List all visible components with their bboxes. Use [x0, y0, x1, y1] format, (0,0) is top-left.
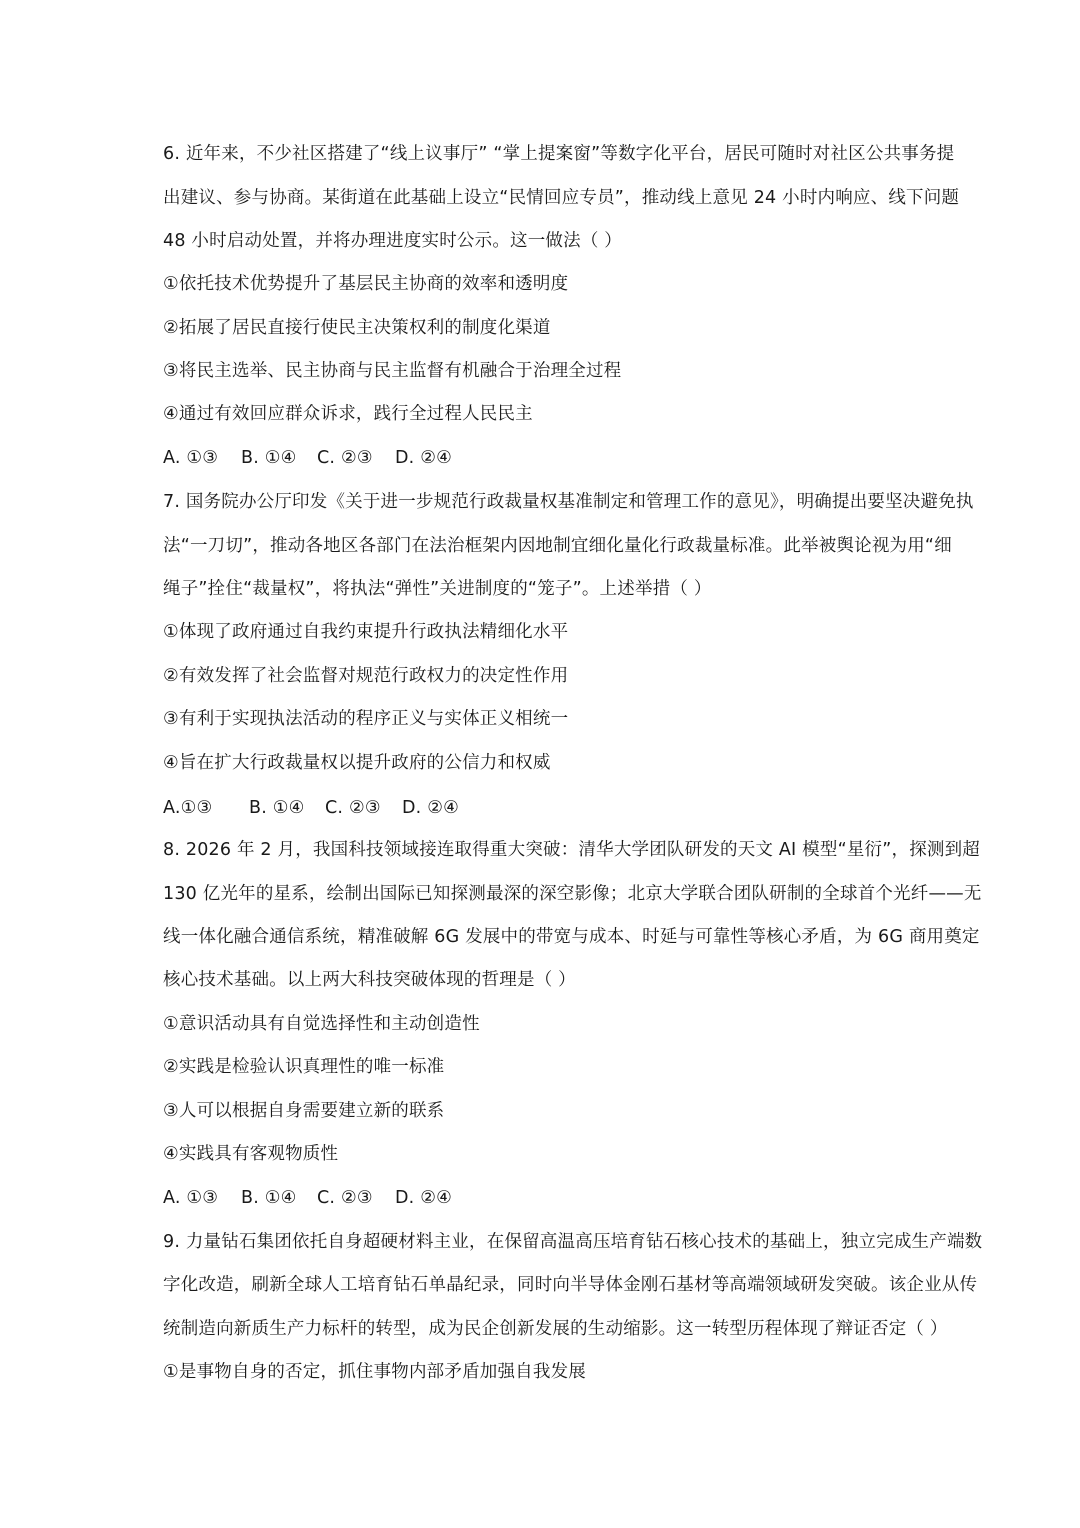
q6-option-1: ①依托技术优势提升了基层民主协商的效率和透明度 [163, 274, 569, 294]
q7-stem-line-3: 绳子”拴住“裁量权”，将执法“弹性”关进制度的“笼子”。上述举措（ ） [163, 579, 712, 599]
q6-stem-line-1: 6. 近年来，不少社区搭建了“线上议事厅” “掌上提案窗”等数字化平台，居民可随时对社区公共事务提 [163, 144, 955, 164]
q8-choice-a: A. ①③ [163, 1188, 219, 1208]
q6-option-3: ③将民主选举、民主协商与民主监督有机融合于治理全过程 [163, 361, 622, 381]
q8-answer-choices [163, 1186, 923, 1210]
q7-option-1: ①体现了政府通过自我约束提升行政执法精细化水平 [163, 622, 569, 642]
q7-choice-a: A.①③ [163, 798, 213, 818]
q7-stem-line-2: 法“一刀切”，推动各地区各部门在法治框架内因地制宜细化量化行政裁量标准。此举被舆论视为用“细 [163, 536, 952, 556]
q9-stem-line-2: 字化改造，刷新全球人工培育钻石单晶纪录，同时向半导体金刚石基材等高端领域研发突破。该企业从传 [163, 1275, 978, 1295]
q6-option-2: ②拓展了居民直接行使民主决策权利的制度化渠道 [163, 318, 551, 338]
q6-choice-a: A. ①③ [163, 448, 219, 468]
q6-stem-line-3: 48 小时启动处置，并将办理进度实时公示。这一做法（ ） [163, 231, 622, 251]
q8-choice-c: C. ②③ [317, 1188, 373, 1208]
q6-choice-d: D. ②④ [395, 448, 452, 468]
q6-option-4: ④通过有效回应群众诉求，践行全过程人民民主 [163, 404, 533, 424]
q8-choice-d: D. ②④ [395, 1188, 452, 1208]
q8-option-1: ①意识活动具有自觉选择性和主动创造性 [163, 1014, 480, 1034]
q7-choice-c: C. ②③ [325, 798, 381, 818]
q8-stem-line-3: 线一体化融合通信系统，精准破解 6G 发展中的带宽与成本、时延与可靠性等核心矛盾，为 6G 商用奠定 [163, 927, 980, 947]
q9-option-1: ①是事物自身的否定，抓住事物内部矛盾加强自我发展 [163, 1362, 586, 1382]
q8-option-2: ②实践是检验认识真理性的唯一标准 [163, 1057, 445, 1077]
q8-stem-line-2: 130 亿光年的星系，绘制出国际已知探测最深的深空影像；北京大学联合团队研制的全球首个光纤——无 [163, 884, 982, 904]
q8-stem-line-1: 8. 2026 年 2 月，我国科技领域接连取得重大突破：清华大学团队研发的天文 AI 模型“星衍”，探测到超 [163, 840, 981, 860]
q7-choice-b: B. ①④ [249, 798, 305, 818]
q7-option-4: ④旨在扩大行政裁量权以提升政府的公信力和权威 [163, 753, 551, 773]
q8-option-3: ③人可以根据自身需要建立新的联系 [163, 1101, 445, 1121]
q8-stem-line-4: 核心技术基础。以上两大科技突破体现的哲理是（ ） [163, 970, 576, 990]
q7-stem-line-1: 7. 国务院办公厅印发《关于进一步规范行政裁量权基准制定和管理工作的意见》，明确提出要坚决避免执 [163, 492, 974, 512]
q6-stem-line-2: 出建议、参与协商。某街道在此基础上设立“民情回应专员”，推动线上意见 24 小时内响应、线下问题 [163, 188, 960, 208]
q9-stem-line-3: 统制造向新质生产力标杆的转型，成为民企创新发展的生动缩影。这一转型历程体现了辩证否定（ ） [163, 1319, 948, 1339]
q8-option-4: ④实践具有客观物质性 [163, 1144, 339, 1164]
q6-choice-c: C. ②③ [317, 448, 373, 468]
q7-choice-d: D. ②④ [402, 798, 459, 818]
q7-option-2: ②有效发挥了社会监督对规范行政权力的决定性作用 [163, 666, 569, 686]
q6-choice-b: B. ①④ [241, 448, 297, 468]
q6-answer-choices [163, 446, 923, 470]
q8-choice-b: B. ①④ [241, 1188, 297, 1208]
q7-option-3: ③有利于实现执法活动的程序正义与实体正义相统一 [163, 709, 569, 729]
q7-answer-choices [163, 796, 923, 820]
q9-stem-line-1: 9. 力量钻石集团依托自身超硬材料主业，在保留高温高压培育钻石核心技术的基础上，独立完成生产端数 [163, 1232, 983, 1252]
